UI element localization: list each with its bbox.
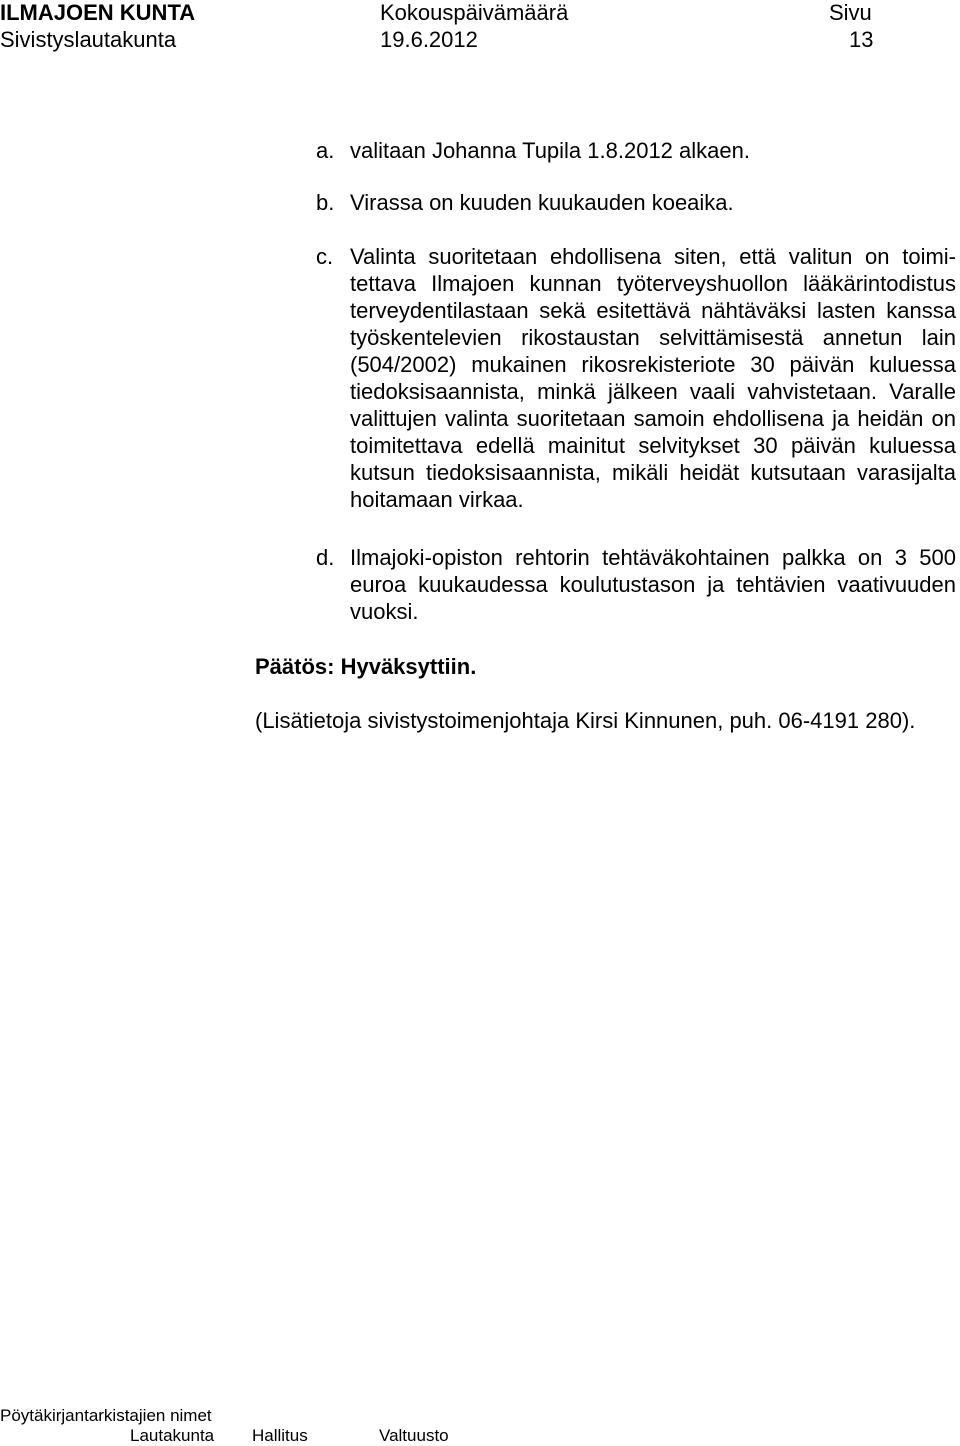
- decision-text: Päätös: Hyväksyttiin.: [255, 654, 477, 679]
- meeting-date-label: Kokouspäivämäärä: [380, 0, 569, 25]
- page-label: Sivu: [829, 0, 872, 25]
- footer-col-council: Valtuusto: [379, 1426, 449, 1445]
- page-number: 13: [849, 27, 874, 52]
- list-item-c: [316, 243, 956, 513]
- list-item-text: valitaan Johanna Tupila 1.8.2012 alkaen.: [350, 138, 750, 163]
- footer-col-board: Lautakunta: [130, 1426, 215, 1445]
- list-marker: b.: [316, 190, 335, 215]
- list-item-d: [316, 544, 956, 625]
- footer-title: Pöytäkirjantarkistajien nimet: [0, 1406, 212, 1425]
- list-item-b: [316, 189, 956, 216]
- list-marker: c.: [316, 244, 334, 269]
- committee-name: Sivistyslautakunta: [0, 27, 177, 52]
- organization-name: ILMAJOEN KUNTA: [0, 0, 196, 25]
- footer-signature-columns: [130, 1426, 449, 1446]
- footer-col-government: Hallitus: [252, 1426, 308, 1445]
- contact-info: (Lisätietoja sivistystoimenjohtaja Kirsi Kinnunen, puh. 06-4191 280).: [255, 708, 916, 733]
- list-item-text: Ilmajoki-opiston rehtorin tehtäväkohtainen palkka on 3 500 euroa kuukaudessa koulutustason ja tehtävien vaativuuden vuoksi.: [350, 545, 956, 624]
- meeting-date-value: 19.6.2012: [380, 27, 478, 52]
- list-item-text: Virassa on kuuden kuukauden koeaika.: [350, 190, 734, 215]
- list-item-a: [316, 137, 956, 164]
- list-marker: d.: [316, 545, 335, 570]
- list-item-text: Valinta suoritetaan ehdollisena siten, että valitun on toimitettava Ilmajoen kunnan työterveyshuollon lääkärintodistus terveydentilastaan sekä esitettävä nähtäväksi lasten kanssa työskentelevien rikostaustan selvittämisestä annetun lain (504/2002) mukainen rikosrekisteriote 30 päivän kuluessa tiedoksisaannista, minkä jälkeen vaali vahvistetaan. Varalle valittujen valinta suoritetaan samoin ehdollisena ja heidän on toimitettava edellä mainitut selvitykset 30 päivän kuluessa kutsun tiedoksisaannista, mikäli heidät kutsutaan varasijalta hoitamaan virkaa.: [350, 244, 956, 512]
- list-marker: a.: [316, 138, 335, 163]
